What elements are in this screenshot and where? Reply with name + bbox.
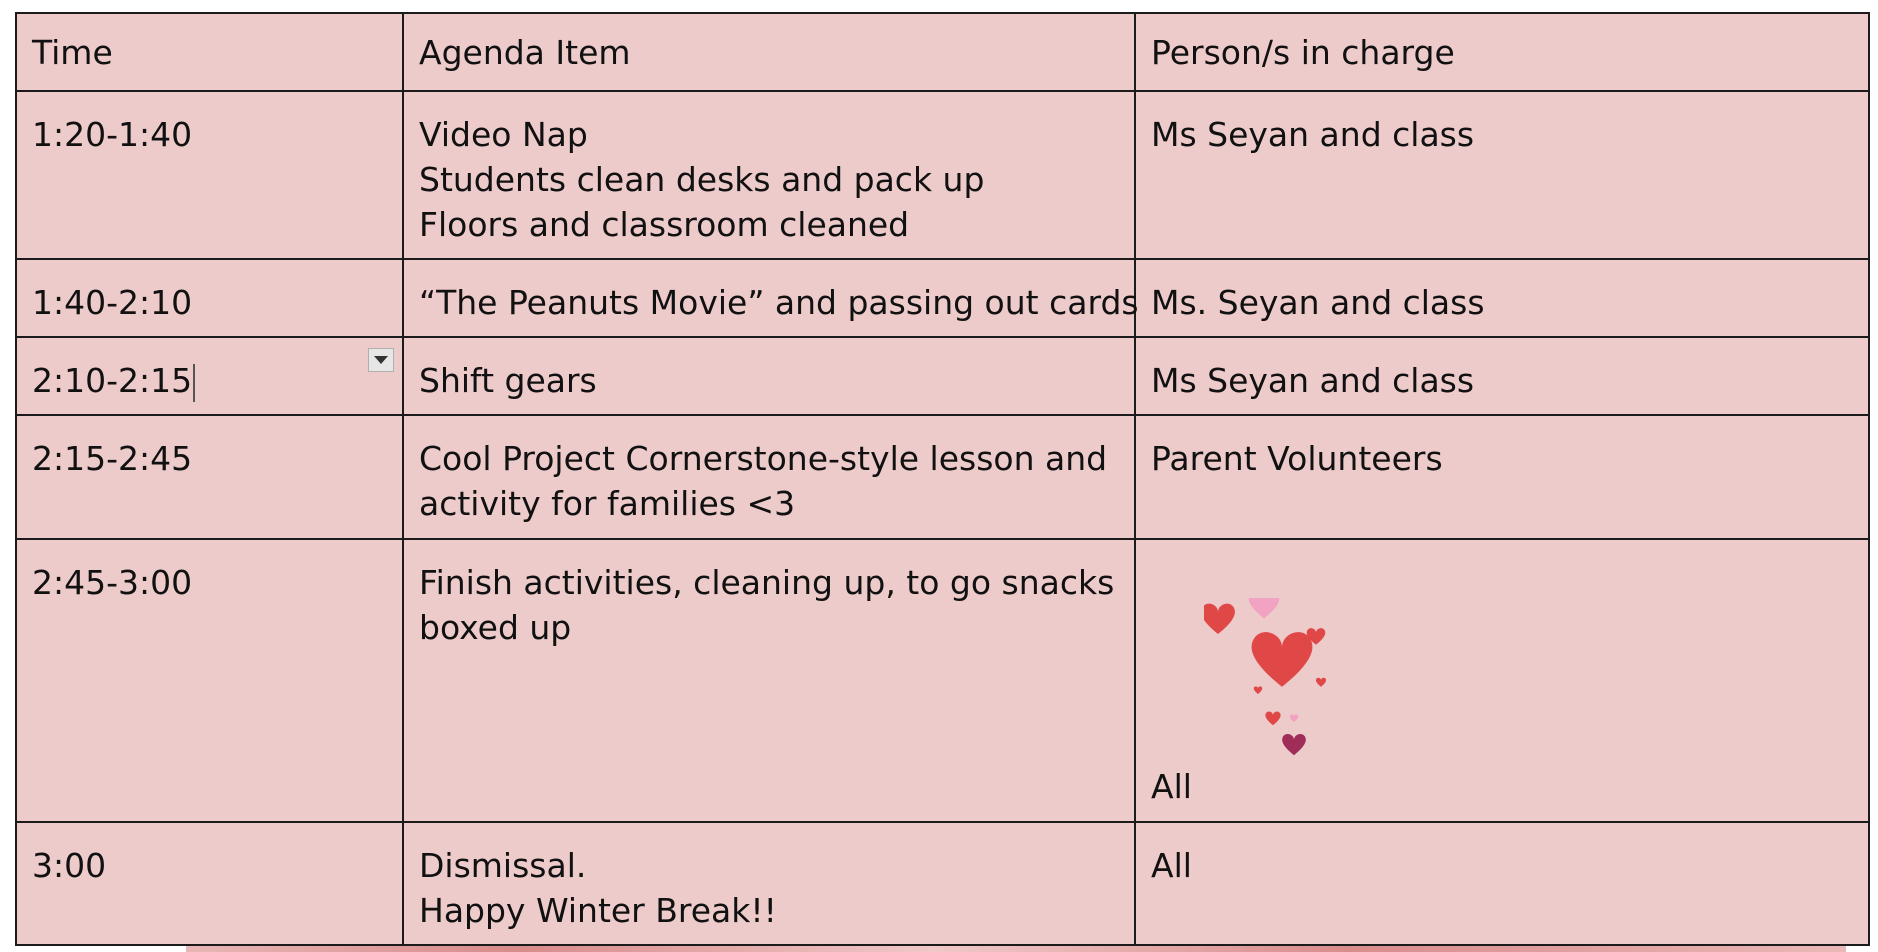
table-row [16, 337, 1869, 415]
agenda-item-line: Happy Winter Break!! [419, 891, 777, 930]
agenda-item-line: Video Nap [419, 115, 588, 154]
table-row [16, 91, 1869, 259]
person-cell[interactable] [1135, 91, 1869, 259]
person-text: All [1151, 846, 1192, 885]
agenda-item-line: Dismissal. [419, 846, 587, 885]
person-cell[interactable] [1135, 822, 1869, 945]
agenda-item-line: Shift gears [419, 361, 597, 400]
table-header-row [16, 13, 1869, 91]
time-text: 2:10-2:15 [32, 361, 193, 400]
agenda-item-cell[interactable] [403, 259, 1139, 337]
heart-shape [1249, 598, 1279, 618]
agenda-item-line: Finish activities, cleaning up, to go snacks [419, 563, 1115, 602]
time-cell-active[interactable] [16, 337, 403, 415]
agenda-item-cell[interactable] [403, 415, 1135, 539]
agenda-item-cell[interactable] [403, 822, 1135, 945]
heart-shape [1316, 678, 1326, 687]
time-cell[interactable] [16, 822, 403, 945]
person-text: Ms Seyan and class [1151, 361, 1475, 400]
time-cell[interactable] [16, 415, 403, 539]
heart-shape [1282, 734, 1306, 755]
table-row [16, 822, 1869, 945]
header-agenda-item[interactable] [403, 13, 1135, 91]
person-text: Parent Volunteers [1151, 439, 1443, 478]
time-text: 2:45-3:00 [32, 563, 193, 602]
agenda-item-line: boxed up [419, 608, 572, 647]
table-row [16, 259, 1869, 337]
agenda-item-line: “The Peanuts Movie” and passing out cards [419, 283, 1139, 322]
heart-shape [1252, 632, 1313, 687]
person-cell[interactable] [1135, 259, 1869, 337]
person-text: Ms Seyan and class [1151, 115, 1475, 154]
agenda-item-line: Floors and classroom cleaned [419, 205, 910, 244]
header-agenda-item-label: Agenda Item [419, 33, 631, 72]
header-time[interactable] [16, 13, 403, 91]
time-cell[interactable] [16, 259, 403, 337]
time-cell[interactable] [16, 539, 403, 822]
time-text-with-cursor [32, 358, 387, 403]
agenda-item-line: Students clean desks and pack up [419, 160, 985, 199]
heart-shape [1254, 686, 1262, 694]
heart-shape [1290, 714, 1298, 722]
time-text: 1:40-2:10 [32, 283, 193, 322]
time-text: 2:15-2:45 [32, 439, 193, 478]
agenda-item-cell[interactable] [403, 91, 1135, 259]
decorative-strip [186, 946, 1846, 952]
time-text: 1:20-1:40 [32, 115, 193, 154]
header-person-label: Person/s in charge [1151, 33, 1455, 72]
heart-shape [1204, 604, 1235, 634]
text-cursor [193, 364, 195, 402]
agenda-item-cell[interactable] [403, 337, 1135, 415]
agenda-item-line: activity for families <3 [419, 484, 796, 523]
person-text: Ms. Seyan and class [1151, 283, 1485, 322]
table-row [16, 539, 1869, 822]
table-row [16, 415, 1869, 539]
person-text: All [1151, 767, 1192, 806]
person-cell[interactable] [1135, 337, 1869, 415]
chevron-down-icon[interactable] [368, 348, 394, 372]
time-cell[interactable] [16, 91, 403, 259]
person-cell[interactable] [1135, 415, 1869, 539]
agenda-table [15, 12, 1870, 946]
header-time-label: Time [32, 33, 113, 72]
heart-shape [1265, 712, 1280, 726]
time-text: 3:00 [32, 846, 107, 885]
header-person[interactable] [1135, 13, 1869, 91]
person-cell[interactable] [1135, 539, 1869, 822]
agenda-item-cell[interactable] [403, 539, 1135, 822]
hearts-icon [1204, 598, 1344, 778]
agenda-item-line: Cool Project Cornerstone-style lesson and [419, 439, 1108, 478]
